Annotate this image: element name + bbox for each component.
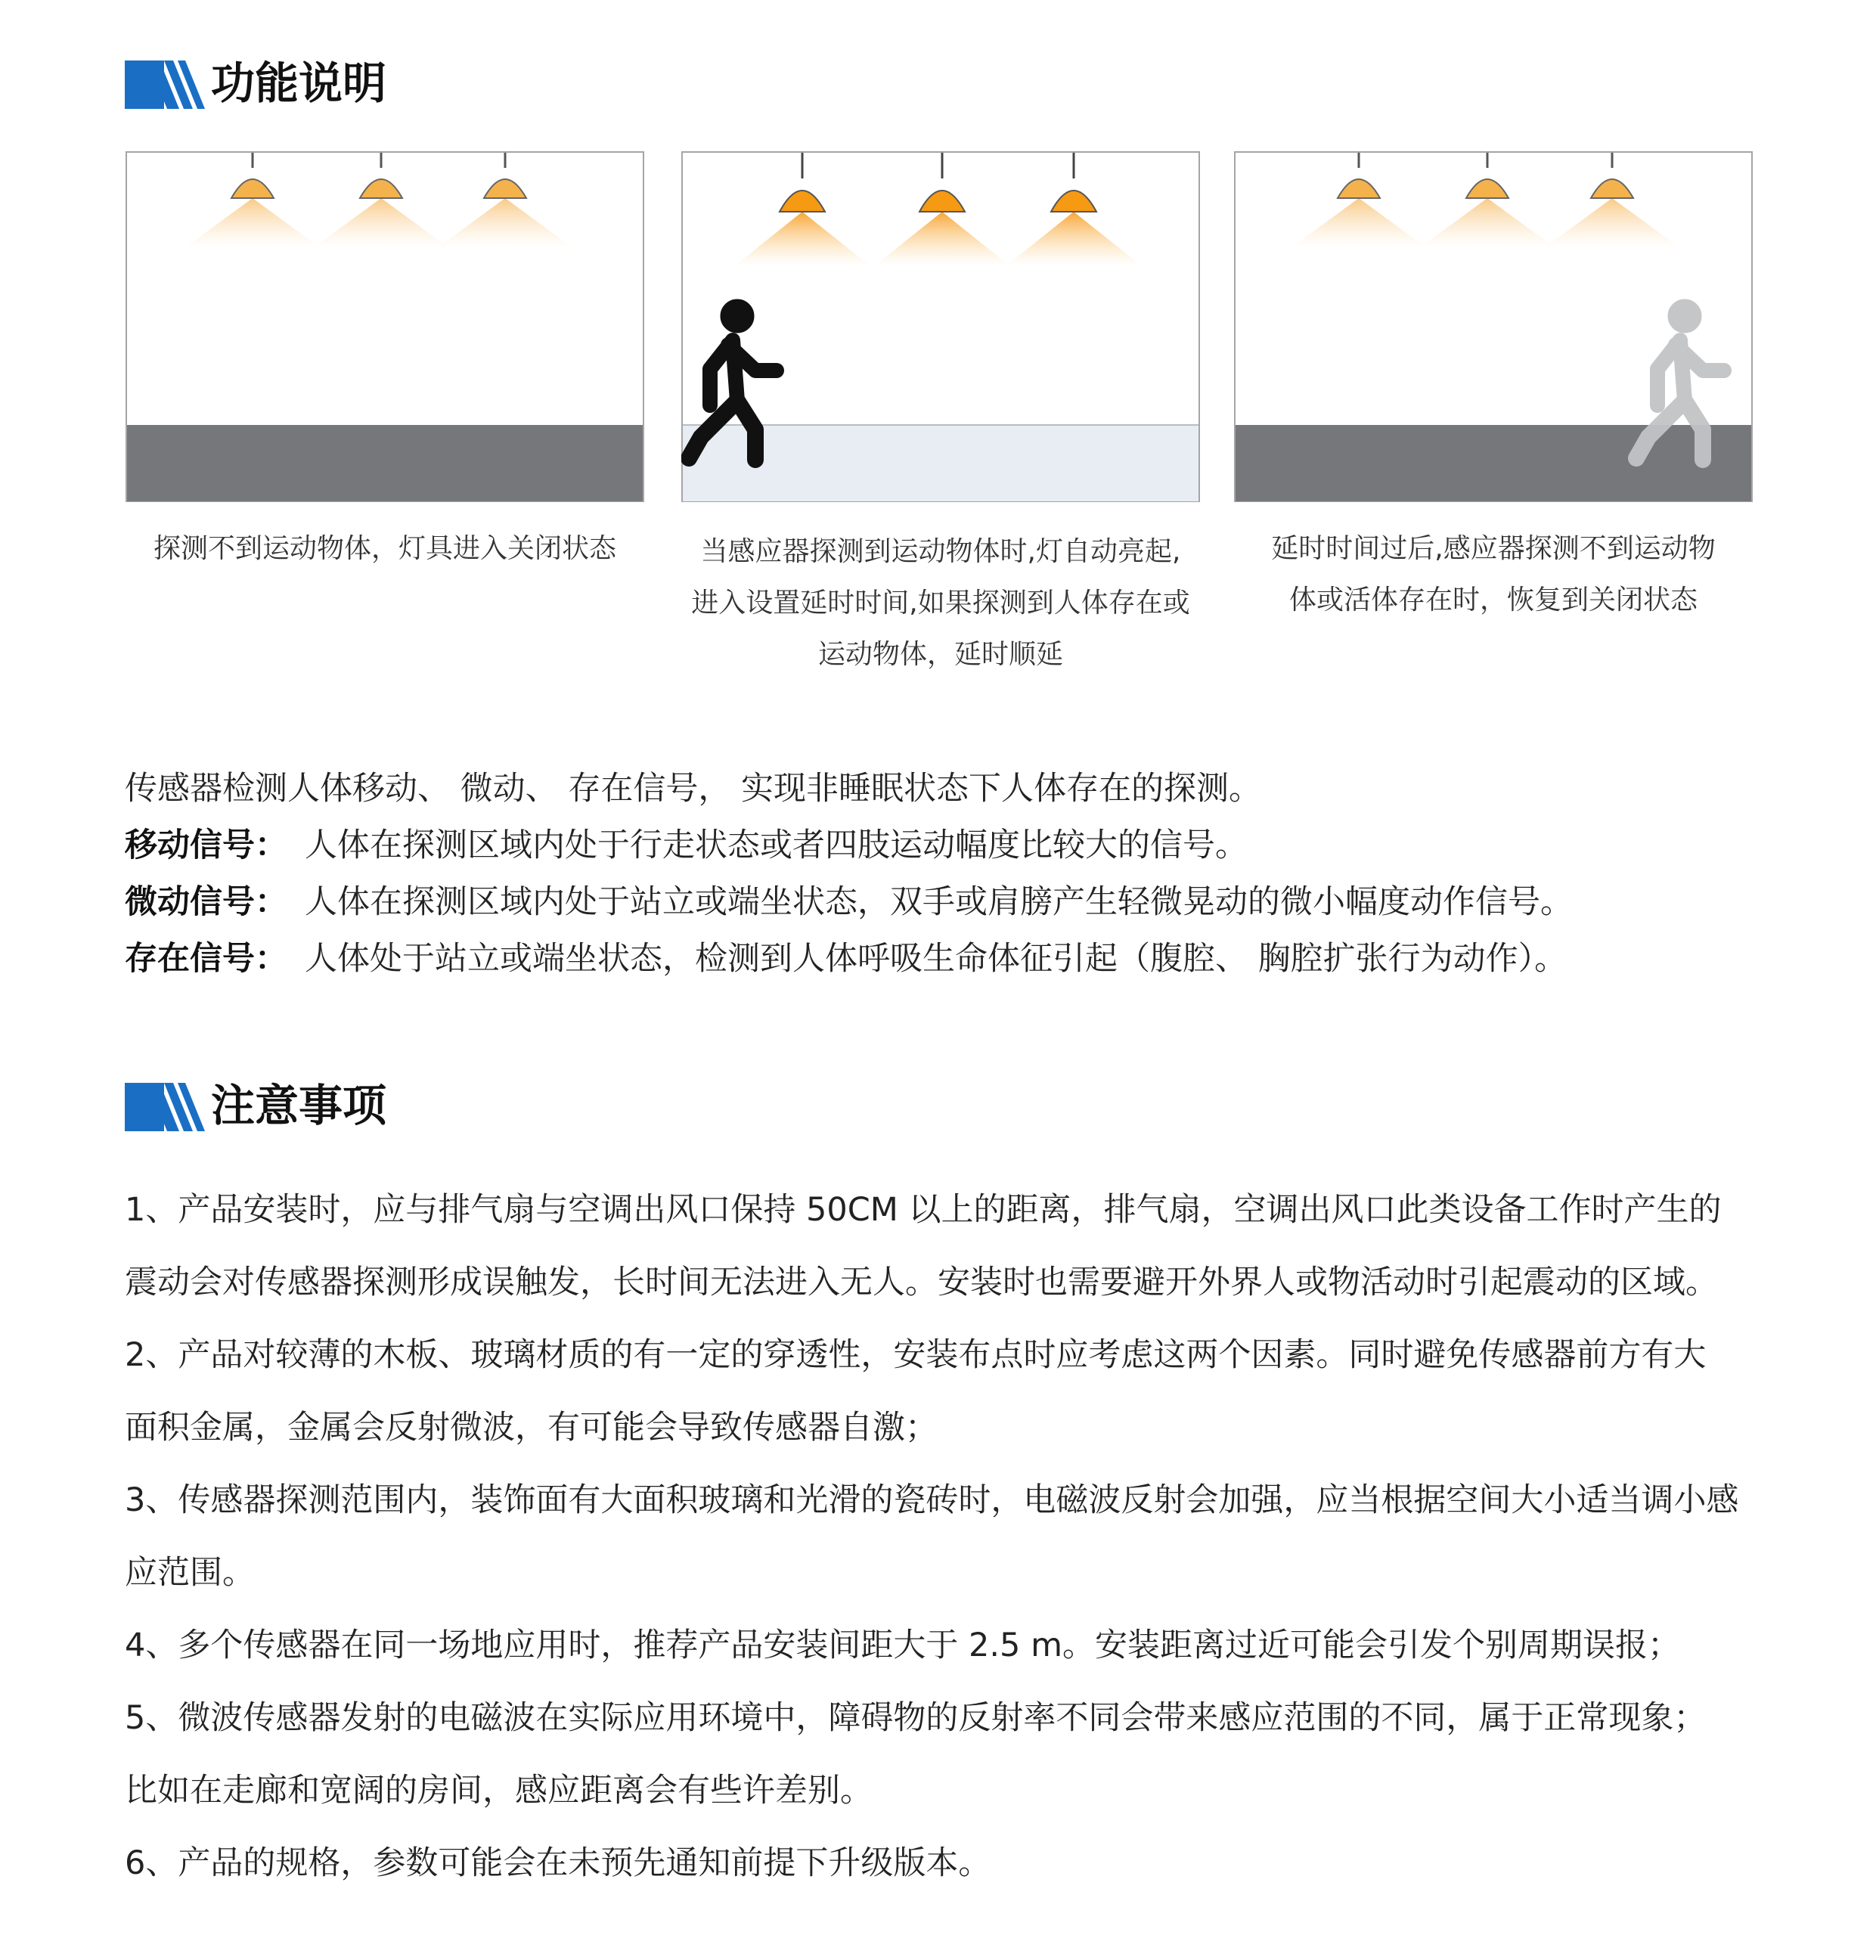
panel-caption-1: 探测不到运动物体，灯具进入关闭状态 [153,533,616,564]
illustration-panel-delay [1234,151,1753,502]
note-line: 震动会对传感器探测形成误触发，长时间无法进入无人。安装时也需要避开外界人或物活动时引起震动的区域。 [125,1264,1718,1301]
section-marker-icon [125,1083,206,1131]
note-line: 面积金属，金属会反射微波，有可能会导致传感器自激； [125,1409,938,1447]
floor-dark [127,425,643,501]
section-title-text: 功能说明 [211,57,387,109]
note-line: 2、产品对较薄的木板、玻璃材质的有一定的穿透性，安装布点时应考虑这两个因素。同时避免传感器前方有大 [125,1336,1707,1374]
description-intro: 传感器检测人体移动、 微动、 存在信号， 实现非睡眠状态下人体存在的探测。 [125,770,1262,808]
signal-text: 人体在探测区域内处于行走状态或者四肢运动幅度比较大的信号。 [305,826,1248,864]
signal-text: 人体处于站立或端坐状态，检测到人体呼吸生命体征引起（腹腔、 胸腔扩张行为动作）。 [305,940,1567,978]
signal-label: 微动信号： [125,883,287,921]
note-line: 5、微波传感器发射的电磁波在实际应用环境中，障碍物的反射率不同会带来感应范围的不同，属于正常现象； [125,1699,1707,1737]
section-title-text: 注意事项 [211,1080,387,1131]
note-line: 比如在走廊和宽阔的房间，感应距离会有些许差别。 [125,1772,873,1810]
note-line: 6、产品的规格，参数可能会在未预先通知前提下升级版本。 [125,1844,991,1882]
floor-dark [1236,425,1751,501]
note-line: 4、多个传感器在同一场地应用时，推荐产品安装间距大于 2.5 m。安装距离过近可能会引发个别周期误报； [125,1627,1680,1664]
signal-presence [125,931,1567,988]
note-line: 3、传感器探测范围内，装饰面有大面积玻璃和光滑的瓷砖时，电磁波反射会加强，应当根据空间大小适当调小感 [125,1481,1739,1519]
panel-caption-3: 延时时间过后,感应器探测不到运动物 体或活体存在时，恢复到关闭状态 [1271,533,1716,616]
illustration-panel-off [126,151,644,502]
signal-label: 移动信号： [125,826,287,864]
section-marker-icon [125,60,206,109]
notes-list [125,1174,1738,1900]
signal-label: 存在信号： [125,940,287,978]
signal-micro [125,874,1573,931]
note-line: 1、产品安装时，应与排气扇与空调出风口保持 50CM 以上的距离，排气扇，空调出风口此类设备工作时产生的 [125,1191,1722,1229]
signal-text: 人体在探测区域内处于站立或端坐状态，双手或肩膀产生轻微晃动的微小幅度动作信号。 [305,883,1573,921]
note-line: 应范围。 [125,1554,255,1592]
signal-move [125,817,1248,874]
illustration-panel-on [681,151,1200,502]
panel-caption-2: 当感应器探测到运动物体时,灯自动亮起, 进入设置延时时间,如果探测到人体存在或 运动物体，延时顺延 [691,536,1190,670]
